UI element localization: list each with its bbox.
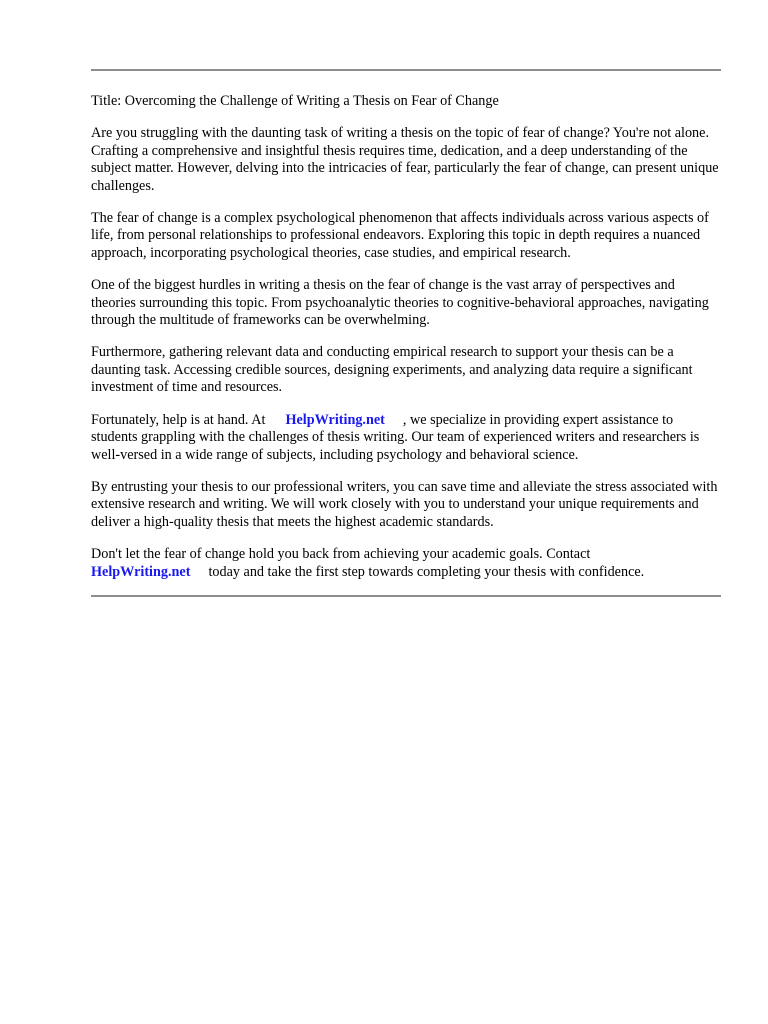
document-title: Title: Overcoming the Challenge of Writing a Thesis on Fear of Change: [91, 93, 499, 109]
paragraph-research: Furthermore, gathering relevant data and conducting empirical research to support your thesis can be a daunting task. Accessing credible sources, designing experiments, and analyzing data require a significant investment of time and resources.: [91, 344, 693, 396]
paragraph-entrusting: By entrusting your thesis to our professional writers, you can save time and alleviate the stress associated with extensive research and writing. We will work closely with you to understand your unique requirements and deliver a high-quality thesis that meets the highest academic standards.: [91, 478, 718, 530]
paragraph-contact: [91, 546, 721, 581]
paragraph-help-lead: Fortunately, help is at hand. At: [91, 411, 266, 428]
paragraph-fear-of-change: The fear of change is a complex psychological phenomenon that affects individuals across various aspects of life, from personal relationships to professional endeavors. Exploring this topic in depth requires a nuanced approach, incorporating psychological theories, case studies, and empirical research.: [91, 210, 709, 261]
paragraph-contact-rest: today and take the first step towards completing your thesis with confidence.: [208, 563, 645, 580]
paragraph-help: [91, 412, 721, 464]
paragraph-hurdles: One of the biggest hurdles in writing a thesis on the fear of change is the vast array of perspectives and theories surrounding this topic. From psychoanalytic theories to cognitive-behavioral approaches, navigating through the multitude of frameworks can be overwhelming.: [91, 277, 709, 329]
document-page: [91, 69, 721, 597]
helpwriting-link[interactable]: HelpWriting.net: [285, 411, 385, 428]
paragraph-contact-lead: Don't let the fear of change hold you back from achieving your academic goals. Contact: [91, 546, 591, 563]
paragraph-help-rest: , we specialize in providing expert assistance to students grappling with the challenges of thesis writing. Our team of experienced writers and researchers is well-versed in a wide range of subjects, including psychology and behavioral science.: [91, 411, 700, 463]
document-body: [91, 71, 721, 595]
helpwriting-contact-link[interactable]: HelpWriting.net: [91, 563, 191, 580]
paragraph-intro: Are you struggling with the daunting task of writing a thesis on the topic of fear of change? You're not alone. Crafting a comprehensive and insightful thesis requires time, dedication, and a deep understanding of the subject matter. However, delving into the intricacies of fear, particularly the fear of change, can present unique challenges.: [91, 125, 719, 194]
bottom-divider: [91, 595, 721, 597]
